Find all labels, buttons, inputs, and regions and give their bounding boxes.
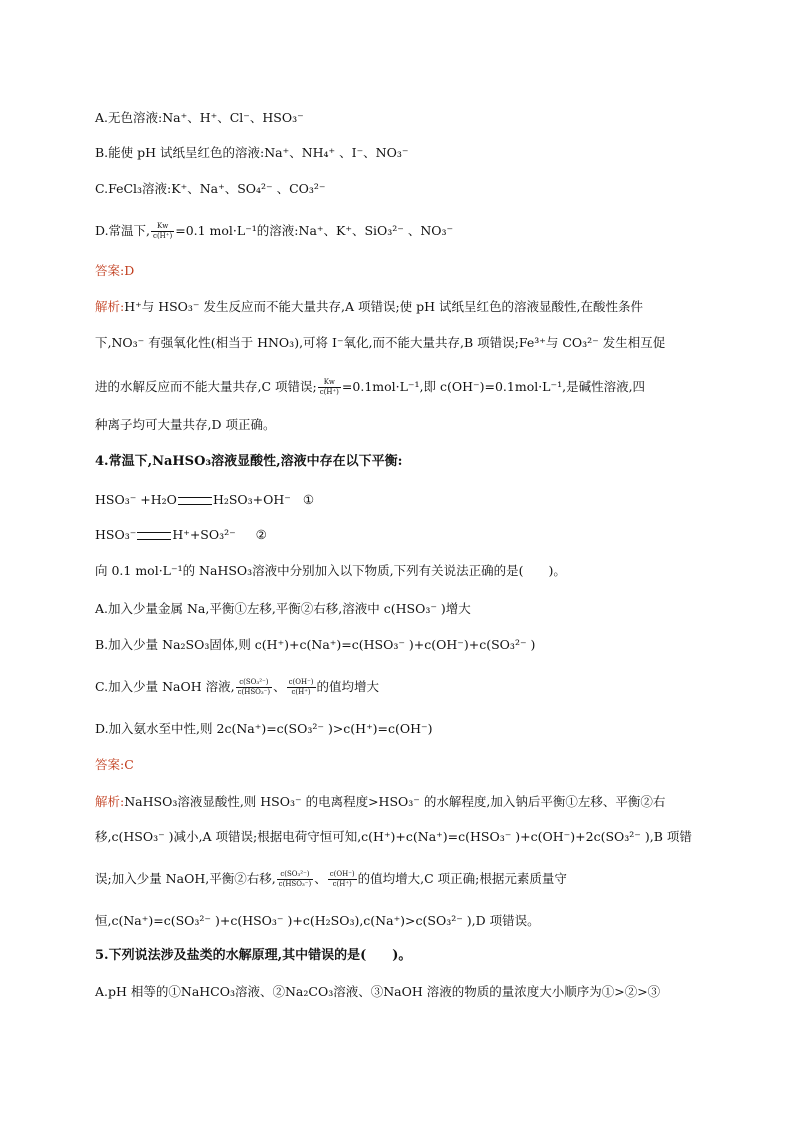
separator: 、 (273, 679, 286, 694)
fraction-numerator: Kw (318, 378, 341, 388)
q4-explanation-3 (95, 870, 705, 889)
explanation-text: 误;加入少量 NaOH,平衡②右移, (95, 871, 276, 886)
q3-explanation-4: 种离子均可大量共存,D 项正确。 (95, 417, 276, 432)
equation-number: ② (255, 527, 267, 542)
sulfite-ratio-fraction (236, 678, 273, 697)
explanation-text: =0.1mol·L⁻¹,即 c(OH⁻)=0.1mol·L⁻¹,是碱性溶液,四 (341, 379, 646, 394)
q4-option-b: B.加入少量 Na₂SO₃固体,则 c(H⁺)+c(Na⁺)=c(HSO₃⁻ )+c(OH⁻)+c(SO₃²⁻ ) (95, 637, 536, 652)
q3-explanation-1 (95, 298, 705, 316)
fraction-denominator: c(HSO₃⁻) (278, 880, 312, 888)
q4-question: 向 0.1 mol·L⁻¹的 NaHSO₃溶液中分别加入以下物质,下列有关说法正确的是( )。 (95, 563, 566, 578)
q4-option-d: D.加入氨水至中性,则 2c(Na⁺)=c(SO₃²⁻ )>c(H⁺)=c(OH⁻) (95, 721, 433, 736)
q3-option-d-pre: D.常温下, (95, 223, 151, 238)
equation-number: ① (302, 492, 315, 507)
explanation-text: 的值均增大,C 项正确;根据元素质量守 (357, 871, 567, 886)
sulfite-ratio-fraction (277, 870, 314, 889)
q4-equilibrium-2 (95, 526, 705, 544)
explanation-label: 解析: (95, 794, 125, 809)
q4-answer: 答案:C (95, 757, 134, 772)
q3-answer: 答案:D (95, 263, 135, 278)
equation-right: H⁺+SO₃²⁻ (172, 527, 236, 542)
q4-option-c (95, 678, 705, 697)
fraction-denominator: c(H⁺) (153, 232, 173, 240)
fraction-denominator: c(H⁺) (291, 688, 311, 696)
q5-option-a: A.pH 相等的①NaHCO₃溶液、②Na₂CO₃溶液、③NaOH 溶液的物质的量浓度大小顺序为①>②>③ (95, 984, 661, 999)
separator: 、 (314, 871, 327, 886)
explanation-text: H⁺与 HSO₃⁻ 发生反应而不能大量共存,A 项错误;使 pH 试纸呈红色的溶液显酸性,在酸性条件 (124, 299, 643, 314)
explanation-text: NaHSO₃溶液显酸性,则 HSO₃⁻ 的电离程度>HSO₃⁻ 的水解程度,加入钠后平衡①左移、平衡②右 (124, 794, 666, 809)
fraction-numerator: c(SO₃²⁻) (236, 678, 273, 688)
kw-fraction (151, 222, 174, 241)
fraction-numerator: c(SO₃²⁻) (277, 870, 314, 880)
kw-fraction (318, 378, 341, 397)
q3-option-d (95, 222, 705, 241)
fraction-numerator: c(OH⁻) (288, 678, 314, 686)
explanation-label: 解析: (95, 299, 125, 314)
fraction-denominator: c(H⁺) (319, 388, 339, 396)
equilibrium-arrow-icon (178, 497, 212, 505)
q3-explanation-3 (95, 378, 705, 397)
option-text: C.加入少量 NaOH 溶液, (95, 679, 235, 694)
q3-option-c: C.FeCl₃溶液:K⁺、Na⁺、SO₄²⁻ 、CO₃²⁻ (95, 181, 326, 196)
q4-option-a: A.加入少量金属 Na,平衡①左移,平衡②右移,溶液中 c(HSO₃⁻ )增大 (95, 601, 471, 616)
q3-option-b: B.能使 pH 试纸呈红色的溶液:Na⁺、NH₄⁺ 、I⁻、NO₃⁻ (95, 145, 409, 160)
q4-stem: 4.常温下,NaHSO₃溶液显酸性,溶液中存在以下平衡: (95, 454, 403, 469)
fraction-denominator: c(H⁺) (332, 880, 352, 888)
equation-right: H₂SO₃+OH⁻ (212, 492, 291, 507)
oh-ratio-fraction (287, 678, 316, 697)
explanation-text: 进的水解反应而不能大量共存,C 项错误; (95, 379, 317, 394)
fraction-numerator: c(OH⁻) (329, 870, 355, 878)
fraction-denominator: c(HSO₃⁻) (237, 688, 271, 696)
equation-left: HSO₃⁻ +H₂O (95, 492, 177, 507)
equation-left: HSO₃⁻ (95, 527, 137, 542)
q4-explanation-4: 恒,c(Na⁺)=c(SO₃²⁻ )+c(HSO₃⁻ )+c(H₂SO₃),c(Na⁺)>c(SO₃²⁻ ),D 项错误。 (95, 913, 540, 928)
q3-explanation-2: 下,NO₃⁻ 有强氧化性(相当于 HNO₃),可将 I⁻氧化,而不能大量共存,B 项错误;Fe³⁺与 CO₃²⁻ 发生相互促 (95, 335, 666, 350)
oh-ratio-fraction (328, 870, 357, 889)
equilibrium-arrow-icon (137, 532, 171, 540)
q4-explanation-1 (95, 793, 705, 811)
option-text: 的值均增大 (316, 679, 380, 694)
q5-stem: 5.下列说法涉及盐类的水解原理,其中错误的是( )。 (95, 948, 412, 963)
q4-equilibrium-1 (95, 491, 705, 509)
q3-option-d-post: =0.1 mol·L⁻¹的溶液:Na⁺、K⁺、SiO₃²⁻ 、NO₃⁻ (175, 223, 454, 238)
q4-explanation-2: 移,c(HSO₃⁻ )减小,A 项错误;根据电荷守恒可知,c(H⁺)+c(Na⁺)=c(HSO₃⁻ )+c(OH⁻)+2c(SO₃²⁻ ),B 项错 (95, 829, 692, 844)
q3-option-a: A.无色溶液:Na⁺、H⁺、Cl⁻、HSO₃⁻ (95, 110, 304, 125)
fraction-numerator: Kw (151, 222, 174, 232)
